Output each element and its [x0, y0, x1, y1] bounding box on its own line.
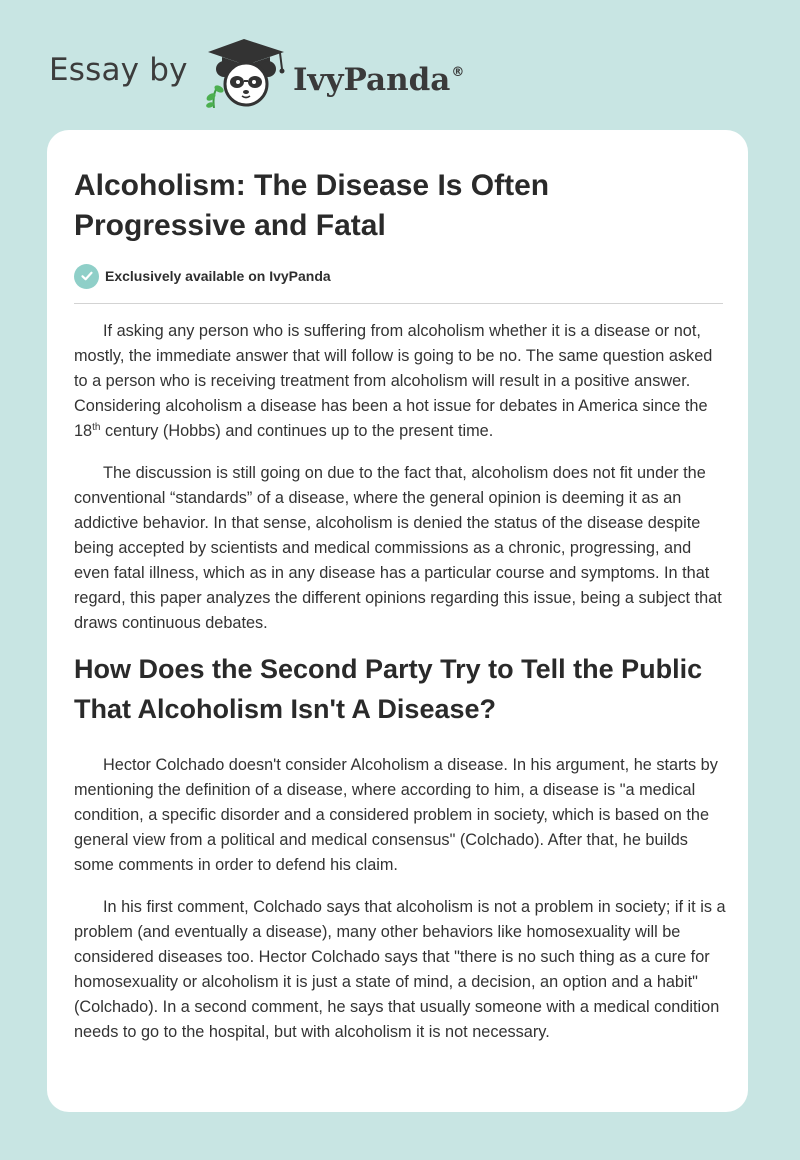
exclusive-badge: [74, 263, 331, 289]
page-title: Alcoholism: The Disease Is Often Progressive and Fatal: [74, 169, 550, 242]
essay-by-label: Essay by: [49, 52, 188, 88]
brand-name[interactable]: IvyPanda®: [293, 62, 465, 98]
badge-label: Exclusively available on IvyPanda: [105, 268, 331, 284]
check-circle-icon: [74, 264, 99, 289]
section-heading: How Does the Second Party Try to Tell the Public That Alcoholism Isn't A Disease?: [74, 654, 703, 724]
panda-graduation-cap-logo-icon[interactable]: [200, 36, 290, 108]
paragraph-3: Hector Colchado doesn't consider Alcoholism a disease. In his argument, he starts by mentioning the definition of a disease, where according to him, a disease is "a medical condition, a specific disorder and a considered problem in society, which is based on the general view from a political and medical consensus" (Colchado). After that, he builds some comments in order to defend his claim.: [74, 756, 718, 874]
site-header: [0, 0, 800, 128]
paragraph-4: In his first comment, Colchado says that alcoholism is not a problem in society; if it is a problem (and eventually a disease), many other behaviors like homosexuality will be considered diseases too. Hector Colchado says that "there is no such thing as a cure for homosexuality or alcoholism it is just a state of mind, a decision, an option and a habit" (Colchado). In a second comment, he says that usually someone with a medical condition needs to go to the hospital, but with alcoholism it is not necessary.: [74, 898, 726, 1041]
paragraph-1: If asking any person who is suffering from alcoholism whether it is a disease or not, mostly, the immediate answer that will follow is going to be no. The same question asked to a person who is receiving treatment from alcoholism will result in a positive answer. Considering alcoholism a disease has been a hot issue for debates in America since the 18th century (Hobbs) and continues up to the present time.: [74, 322, 713, 440]
paragraph-2: The discussion is still going on due to the fact that, alcoholism does not fit under the conventional “standards” of a disease, where the general opinion is deeming it as an addictive behavior. In that sense, alcoholism is denied the status of the disease despite being accepted by scientists and medical commissions as a chronic, progressing, and even fatal illness, which as in any disease has a particular course and symptoms. In that regard, this paper analyzes the different opinions regarding this issue, being a subject that draws continuous debates.: [74, 464, 722, 632]
essay-card: [47, 130, 748, 1112]
divider: [74, 303, 723, 304]
registered-mark: ®: [451, 65, 465, 80]
